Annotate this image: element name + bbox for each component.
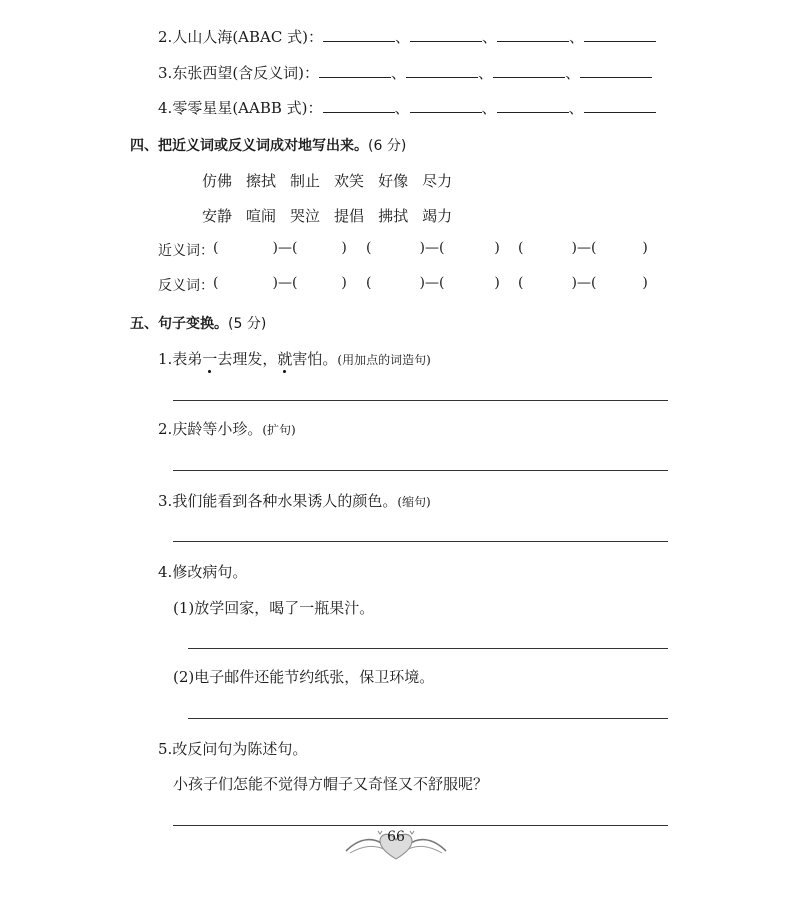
separator: 、 <box>391 64 407 82</box>
question-note: (用加点的词造句) <box>337 353 431 367</box>
answer-blank[interactable] <box>493 63 565 78</box>
question-5-sentence: 小孩子们怎能不觉得方帽子又奇怪又不舒服呢？ <box>173 775 489 793</box>
answer-line[interactable] <box>173 400 668 401</box>
emphasized-word: 就 <box>277 350 293 368</box>
question-4: 4.修改病句。 <box>158 563 248 581</box>
word: 喧闹 <box>246 207 277 225</box>
answer-blank[interactable] <box>319 63 391 78</box>
answer-line[interactable] <box>173 541 668 542</box>
word: 拂拭 <box>378 207 409 225</box>
word: 提倡 <box>334 207 365 225</box>
section-title: 四、把近义词或反义词成对地写出来。 <box>130 138 368 154</box>
word: 擦拭 <box>246 172 277 190</box>
question-5: 5.改反问句为陈述句。 <box>158 740 308 758</box>
item-dongzhangxiwang <box>158 62 652 83</box>
section-5-heading <box>130 313 266 333</box>
item-linglingxingxing <box>158 97 656 118</box>
question-4-sentence-2: (2)电子邮件还能节约纸张，保卫环境。 <box>173 668 435 686</box>
answer-blank[interactable] <box>580 63 652 78</box>
question-3: 3.我们能看到各种水果诱人的颜色。(缩句) <box>158 492 431 510</box>
antonym-pair-2[interactable]: ( )—( ) <box>366 275 500 291</box>
answer-blank[interactable] <box>406 63 478 78</box>
answer-line[interactable] <box>173 470 668 471</box>
word: 竭力 <box>422 207 453 225</box>
section-title: 五、句子变换。 <box>130 316 228 332</box>
page-number: 66 <box>387 829 405 845</box>
separator: 、 <box>394 99 410 117</box>
word-row-2 <box>202 205 466 226</box>
item-text: 东张西望(含反义词)： <box>172 64 320 82</box>
section-points: (6 分) <box>368 138 407 154</box>
item-text: 零零星星(AABB 式)： <box>172 99 323 117</box>
item-number: 3. <box>158 64 173 82</box>
word: 制止 <box>290 172 321 190</box>
section-4-heading <box>130 135 406 155</box>
question-4-sentence-1: (1)放学回家，喝了一瓶果汁。 <box>173 599 375 617</box>
separator: 、 <box>568 99 584 117</box>
synonym-pair-1[interactable]: ( )—( ) <box>213 240 347 256</box>
word: 好像 <box>378 172 409 190</box>
separator: 、 <box>394 28 410 46</box>
item-number: 4. <box>158 99 173 117</box>
antonym-pair-3[interactable]: ( )—( ) <box>518 275 648 291</box>
separator: 、 <box>565 64 581 82</box>
item-renshanrenhai <box>158 26 656 47</box>
answer-line[interactable] <box>188 648 668 649</box>
question-1: 1.表弟一去理发，就害怕。(用加点的词造句) <box>158 350 431 368</box>
answer-blank[interactable] <box>497 98 569 113</box>
separator: 、 <box>481 28 497 46</box>
answer-blank[interactable] <box>584 27 656 42</box>
answer-blank[interactable] <box>323 98 395 113</box>
question-note: (扩句) <box>262 423 296 437</box>
answer-line[interactable] <box>188 718 668 719</box>
question-note: (缩句) <box>397 495 431 509</box>
word-row-1 <box>202 170 466 191</box>
antonym-row-label: 反义词： <box>158 278 214 294</box>
word: 安静 <box>202 207 233 225</box>
answer-blank[interactable] <box>410 98 482 113</box>
question-2: 2.庆龄等小珍。(扩句) <box>158 420 296 438</box>
answer-blank[interactable] <box>410 27 482 42</box>
word: 哭泣 <box>290 207 321 225</box>
emphasized-word: 一 <box>202 350 218 368</box>
antonym-pair-1[interactable]: ( )—( ) <box>213 275 347 291</box>
word: 欢笑 <box>334 172 365 190</box>
synonym-row-label: 近义词： <box>158 243 214 259</box>
synonym-pair-2[interactable]: ( )—( ) <box>366 240 500 256</box>
item-number: 2. <box>158 28 173 46</box>
synonym-pair-3[interactable]: ( )—( ) <box>518 240 648 256</box>
answer-blank[interactable] <box>584 98 656 113</box>
section-points: (5 分) <box>228 316 267 332</box>
answer-blank[interactable] <box>497 27 569 42</box>
separator: 、 <box>481 99 497 117</box>
word: 尽力 <box>422 172 453 190</box>
separator: 、 <box>568 28 584 46</box>
answer-blank[interactable] <box>323 27 395 42</box>
word: 仿佛 <box>202 172 233 190</box>
item-text: 人山人海(ABAC 式)： <box>172 28 323 46</box>
separator: 、 <box>478 64 494 82</box>
